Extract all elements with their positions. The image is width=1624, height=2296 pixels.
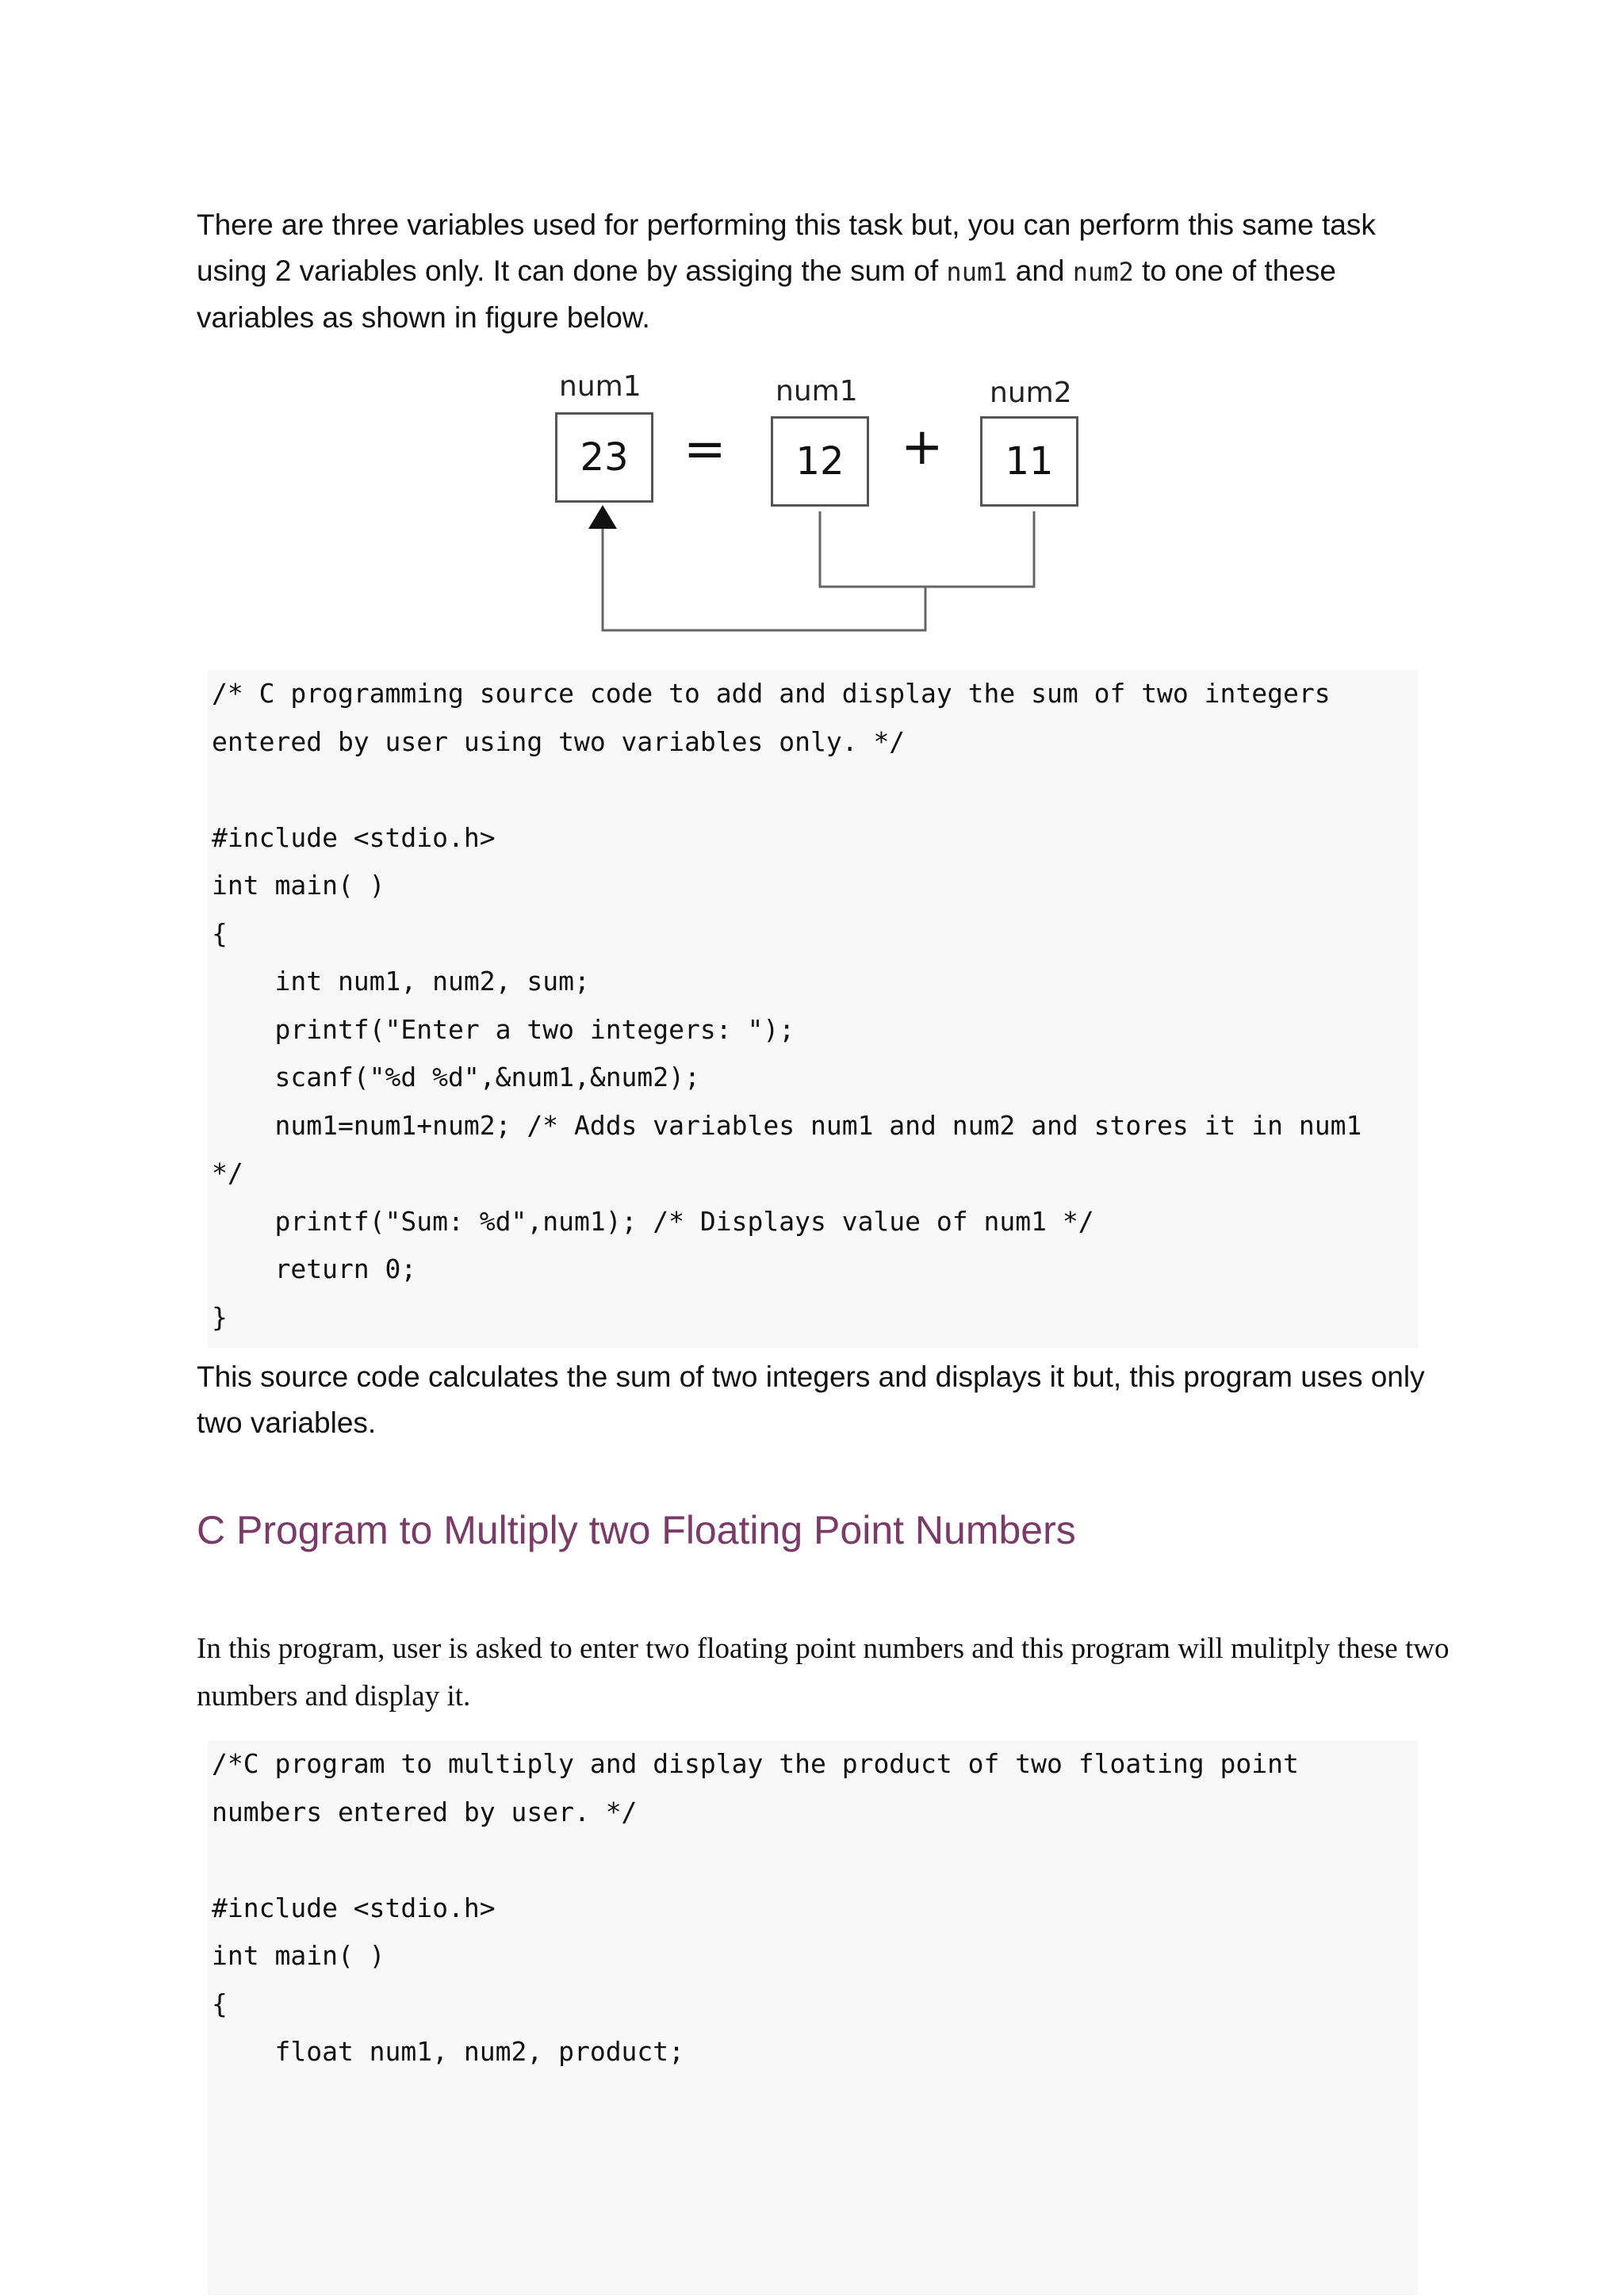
- multiply-intro-paragraph: In this program, user is asked to enter two floating point numbers and this program will mulitply these two numbers and display it.: [197, 1632, 1450, 1712]
- code-block-sum-text: /* C programming source code to add and display the sum of two integers entered by user using two variables only. */ #include <stdio.h> int main( ) { int num1, num2, sum; printf("Enter a two integers: "); scanf("%d %d",&num1,&num2); num1=num1+num2; /* Adds variables num1 and num2 and stores it in num1 */ printf("Sum: %d",num1); /* Displays value of num1 */ return 0; }: [212, 678, 1362, 1333]
- right-operand-box: 11: [980, 416, 1078, 507]
- left-operand-box: 12: [771, 416, 869, 507]
- intro-text-2: and: [1007, 254, 1073, 287]
- code-block-multiply-text: /*C program to multiply and display the product of two floating point numbers entered by user. */ #include <stdio.h> int main( ) { float num1, num2, product;: [212, 1748, 1299, 2067]
- after-code-paragraph: This source code calculates the sum of two integers and displays it but, this program uses only two variables.: [197, 1360, 1425, 1439]
- result-label: num1: [559, 370, 642, 403]
- left-operand-label: num1: [776, 375, 858, 408]
- inline-code-num2: num2: [1072, 257, 1134, 287]
- intro-paragraph: [197, 202, 1434, 341]
- intro-text-1: There are three variables used for performing this task but, you can perform this same task using 2 variables only. It can done by assiging the sum of: [197, 209, 1376, 287]
- inline-code-num1: num1: [946, 257, 1008, 287]
- arrow-up-icon: [588, 505, 617, 529]
- section-heading-multiply: C Program to Multiply two Floating Point Numbers: [197, 1508, 1076, 1552]
- plus-sign: +: [901, 418, 944, 476]
- right-operand-label: num2: [990, 377, 1072, 409]
- code-block-sum: [208, 670, 1418, 1348]
- equals-sign: =: [684, 420, 726, 479]
- intro-text-3: to one of these variables as shown in figure below.: [197, 254, 1336, 334]
- result-box: 23: [555, 412, 653, 503]
- sum-diagram: [539, 361, 1094, 646]
- code-block-multiply: [208, 1740, 1418, 2295]
